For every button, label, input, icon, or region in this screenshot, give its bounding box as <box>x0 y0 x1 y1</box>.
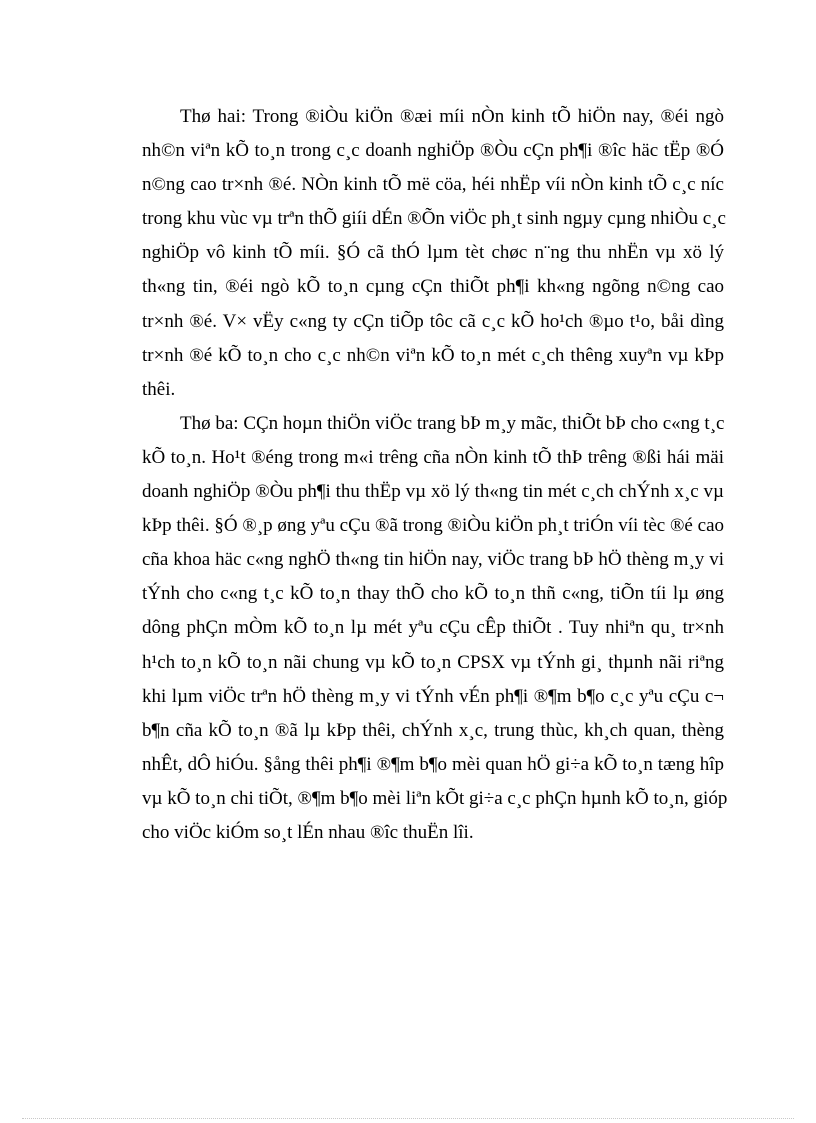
paragraph-1-line-5: nghiÖp vô kinh tÕ míi. §Ó cã thÓ lµm tèt chøc n¨ng thu nhËn vµ xö lý <box>142 242 724 264</box>
paragraph-2-line-9: khi lµm viÖc trªn hÖ thèng m¸y vi tÝnh vÉn ph¶i ®¶m b¶o c¸c yªu cÇu c¬ <box>142 685 724 707</box>
paragraph-2-line-4: kÞp thêi. §Ó ®¸p øng yªu cÇu ®ã trong ®iÒu kiÖn ph¸t triÓn víi tèc ®é cao <box>142 515 724 537</box>
paragraph-2-line-2: kÕ to¸n. Ho¹t ®éng trong m«i trêng cña nÒn kinh tÕ thÞ trêng ®ßi hái mäi <box>142 446 724 468</box>
paragraph-1-line-8: tr×nh ®é kÕ to¸n cho c¸c nh©n viªn kÕ to¸n mét c¸ch thêng xuyªn vµ kÞp <box>142 344 724 366</box>
paragraph-1-line-3: n©ng cao tr×nh ®é. NÒn kinh tÕ më cöa, héi nhËp víi nÒn kinh tÕ c¸c níc <box>142 174 724 196</box>
page-bottom-divider <box>22 1118 794 1119</box>
paragraph-2-line-6: tÝnh cho c«ng t¸c kÕ to¸n thay thÕ cho kÕ to¸n thñ c«ng, tiÕn tíi lµ øng <box>142 583 724 605</box>
paragraph-1-line-7: tr×nh ®é. V× vËy c«ng ty cÇn tiÕp tôc cã c¸c kÕ ho¹ch ®µo t¹o, båi dìng <box>142 310 724 332</box>
paragraph-2-line-3: doanh nghiÖp ®Òu ph¶i thu thËp vµ xö lý th«ng tin mét c¸ch chÝnh x¸c vµ <box>142 481 724 503</box>
paragraph-1-line-2: nh©n viªn kÕ to¸n trong c¸c doanh nghiÖp ®Òu cÇn ph¶i ®îc häc tËp ®Ó <box>142 140 724 162</box>
paragraph-2-line-11: nhÊt, dÔ hiÓu. §ång thêi ph¶i ®¶m b¶o mèi quan hÖ gi÷a kÕ to¸n tæng hîp <box>142 753 724 775</box>
body-text <box>142 100 728 850</box>
paragraph-2-line-13: cho viÖc kiÓm so¸t lÉn nhau ®îc thuËn lîi. <box>142 821 474 843</box>
paragraph-1-line-1: Thø hai: Trong ®iÒu kiÖn ®æi míi nÒn kinh tÕ hiÖn nay, ®éi ngò <box>180 106 724 127</box>
paragraph-1-line-9: thêi. <box>142 378 176 400</box>
paragraph-2-line-1: Thø ba: CÇn hoµn thiÖn viÖc trang bÞ m¸y mãc, thiÕt bÞ cho c«ng t¸c <box>180 412 725 434</box>
paragraph-1-line-6: th«ng tin, ®éi ngò kÕ to¸n cµng cÇn thiÕt ph¶i kh«ng ngõng n©ng cao <box>142 276 724 298</box>
paragraph-2-line-7: dông phÇn mÒm kÕ to¸n lµ mét yªu cÇu cÊp thiÕt . Tuy nhiªn qu¸ tr×nh <box>142 617 724 639</box>
paragraph-2-line-12: vµ kÕ to¸n chi tiÕt, ®¶m b¶o mèi liªn kÕt gi÷a c¸c phÇn hµnh kÕ to¸n, gióp <box>142 787 728 809</box>
paragraph-2-line-8: h¹ch to¸n kÕ to¸n nãi chung vµ kÕ to¸n CPSX vµ tÝnh gi¸ thµnh nãi riªng <box>142 651 724 673</box>
paragraph-1-line-4: trong khu vùc vµ trªn thÕ giíi dÉn ®Õn viÖc ph¸t sinh ngµy cµng nhiÒu c¸c <box>142 208 726 230</box>
paragraph-2-line-5: cña khoa häc c«ng nghÖ th«ng tin hiÖn nay, viÖc trang bÞ hÖ thèng m¸y vi <box>142 549 724 571</box>
paragraph-2-line-10: b¶n cña kÕ to¸n ®ã lµ kÞp thêi, chÝnh x¸c, trung thùc, kh¸ch quan, thèng <box>142 719 724 741</box>
